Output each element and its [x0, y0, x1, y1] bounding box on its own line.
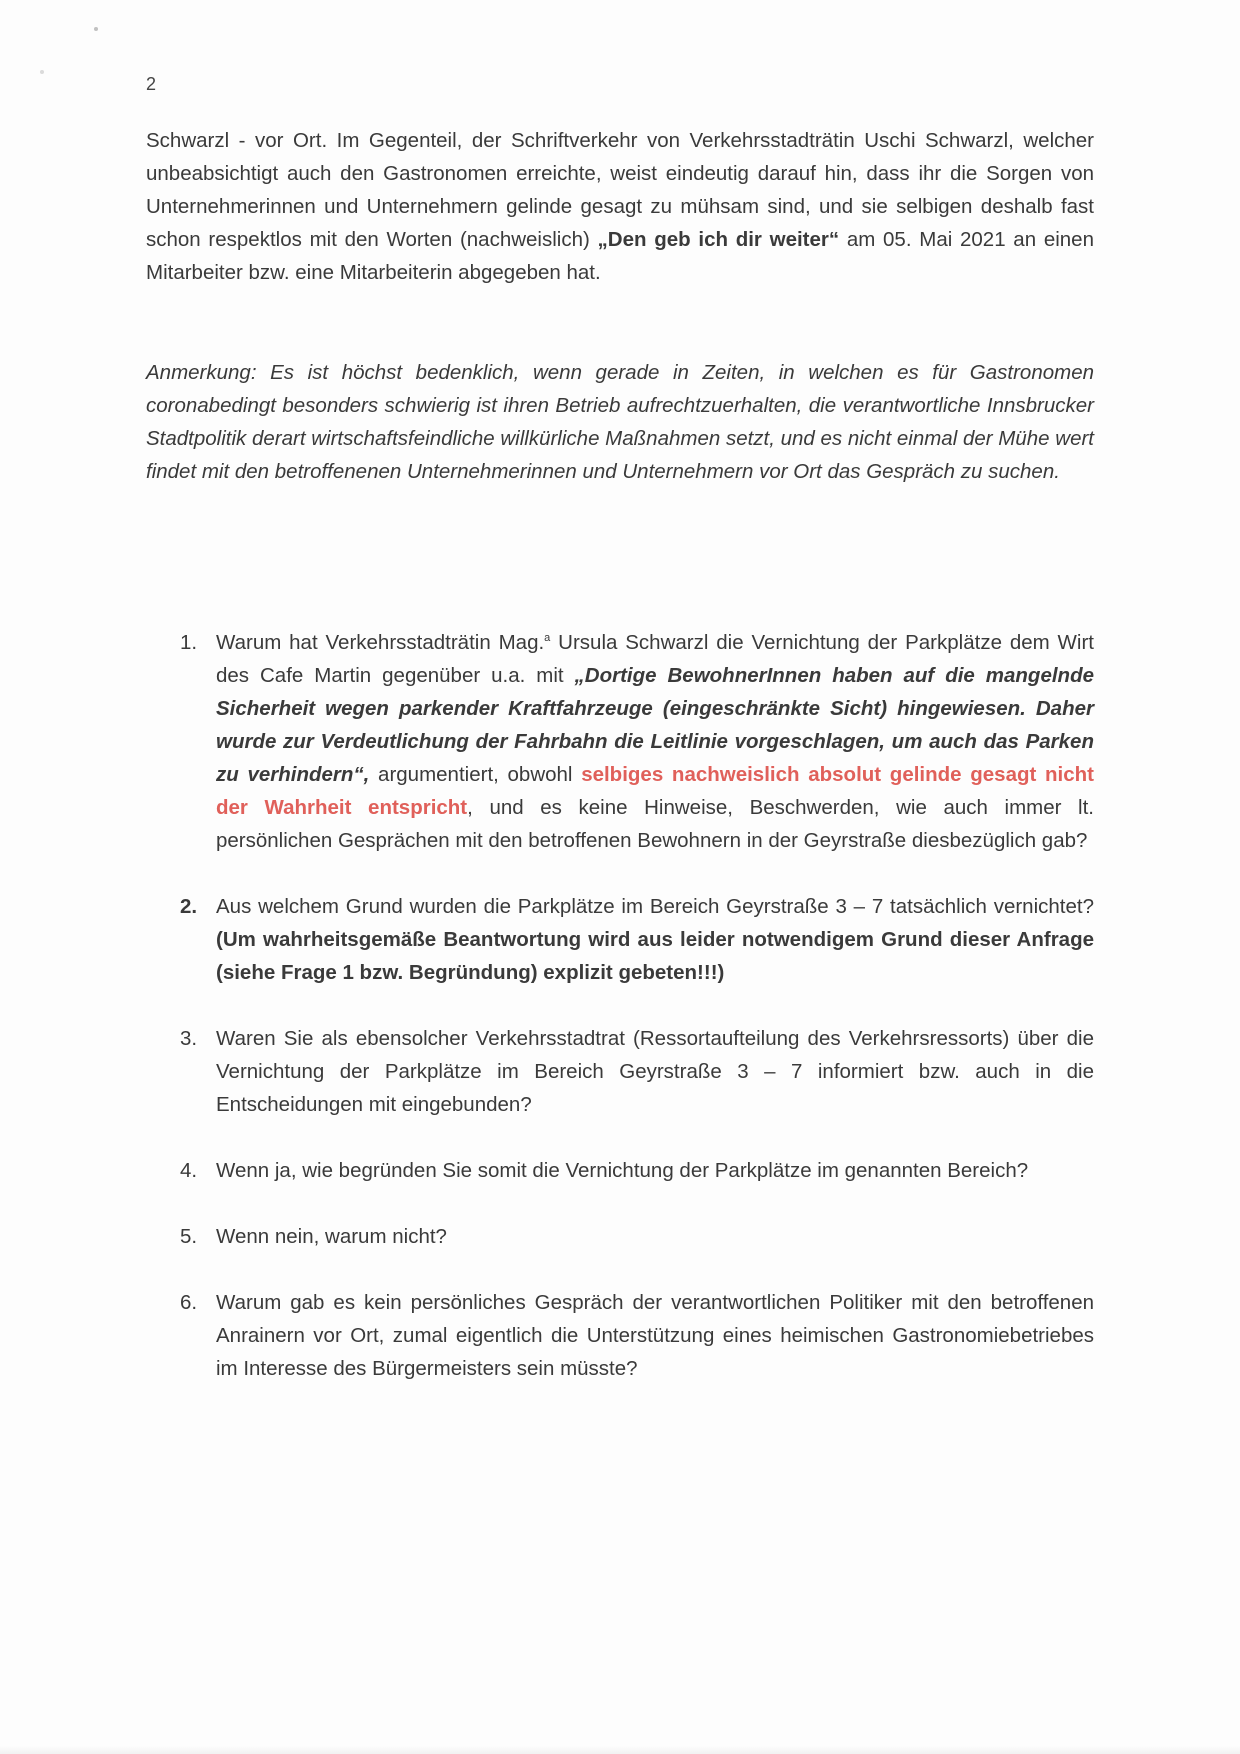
question-item-2: [180, 890, 1094, 989]
highlighted-text: selbiges nachweislich absolut gelinde gesagt nicht der Wahrheit entspricht: [216, 763, 1094, 819]
question-text: , und es keine Hinweise, Beschwerden, wie auch immer lt. persönlichen Gesprächen mit den betroffenen Bewohnern in der Geyrstraße diesbezüglich gab?: [216, 796, 1094, 852]
question-bold-text: (Um wahrheitsgemäße Beantwortung wird aus leider notwendigem Grund dieser Anfrage (siehe Frage 1 bzw. Begründung) explizit gebeten!!!): [216, 928, 1094, 984]
page-number: 2: [146, 74, 157, 94]
scan-bottom-edge: [0, 1746, 1240, 1754]
question-number: 3.: [180, 1027, 198, 1050]
question-text: Warum hat Verkehrsstadträtin Mag.: [216, 631, 545, 654]
question-text: Wenn nein, warum nicht?: [216, 1225, 447, 1248]
question-item-3: [180, 1022, 1094, 1121]
question-text: Wenn ja, wie begründen Sie somit die Vernichtung der Parkplätze im genannten Bereich?: [216, 1159, 1029, 1182]
question-item-4: [180, 1154, 1094, 1187]
intro-text-part1: Schwarzl - vor Ort. Im Gegenteil, der Schriftverkehr von Verkehrsstadträtin Uschi Schwarzl, welcher unbeabsichtigt auch den Gastronomen erreichte, weist eindeutig darauf hin, dass ihr die Sorgen von Unternehmerinnen und Unternehmern gelinde gesagt zu mühsam sind, und sie selbigen deshalb fast schon respektlos mit den Worten (nachweislich): [146, 129, 1094, 251]
question-list: [180, 626, 1094, 1418]
question-text: Warum gab es kein persönliches Gespräch der verantwortlichen Politiker mit den betroffenen Anrainern vor Ort, zumal eigentlich die Unterstützung eines heimischen Gastronomiebetriebes im Interesse des Bürgermeisters sein müsste?: [216, 1291, 1094, 1380]
question-number: 1.: [180, 631, 198, 654]
question-text: argumentiert, obwohl: [369, 763, 582, 786]
question-item-6: [180, 1286, 1094, 1385]
question-text: Aus welchem Grund wurden die Parkplätze im Bereich Geyrstraße 3 – 7 tatsächlich vernichtet?: [216, 895, 1094, 918]
question-item-5: [180, 1220, 1094, 1253]
question-number: 2.: [180, 895, 198, 918]
question-text: Waren Sie als ebensolcher Verkehrsstadtrat (Ressortaufteilung des Verkehrsressorts) über die Vernichtung der Parkplätze im Bereich Geyrstraße 3 – 7 informiert bzw. auch in die Entscheidungen mit eingebunden?: [216, 1027, 1094, 1116]
intro-paragraph: [146, 124, 1094, 289]
question-text: Ursula Schwarzl die Vernichtung der Parkplätze dem Wirt des Cafe Martin gegenüber u.a. mit: [216, 631, 1094, 687]
scan-speck: [40, 70, 44, 74]
question-number: 6.: [180, 1291, 198, 1314]
question-quote: „Dortige BewohnerInnen haben auf die mangelnde Sicherheit wegen parkender Kraftfahrzeuge (eingeschränkte Sicht) hingewiesen. Daher wurde zur Verdeutlichung der Fahrbahn die Leitlinie vorgeschlagen, um auch das Parken zu verhindern“,: [216, 664, 1094, 786]
question-number: 4.: [180, 1159, 198, 1182]
intro-text-part2: am 05. Mai 2021 an einen Mitarbeiter bzw. eine Mitarbeiterin abgegeben hat.: [146, 228, 1094, 284]
scan-speck: [94, 27, 98, 31]
note-paragraph: Anmerkung: Es ist höchst bedenklich, wenn gerade in Zeiten, in welchen es für Gastronomen coronabedingt besonders schwierig ist ihren Betrieb aufrechtzuerhalten, die verantwortliche Innsbrucker Stadtpolitik derart wirtschaftsfeindliche willkürliche Maßnahmen setzt, und es nicht einmal der Mühe wert findet mit den betroffenenen Unternehmerinnen und Unternehmern vor Ort das Gespräch zu suchen.: [146, 361, 1094, 483]
question-item-1: [180, 626, 1094, 857]
superscript: a: [544, 632, 551, 644]
question-number: 5.: [180, 1225, 198, 1248]
intro-quote: „Den geb ich dir weiter“: [597, 228, 840, 251]
